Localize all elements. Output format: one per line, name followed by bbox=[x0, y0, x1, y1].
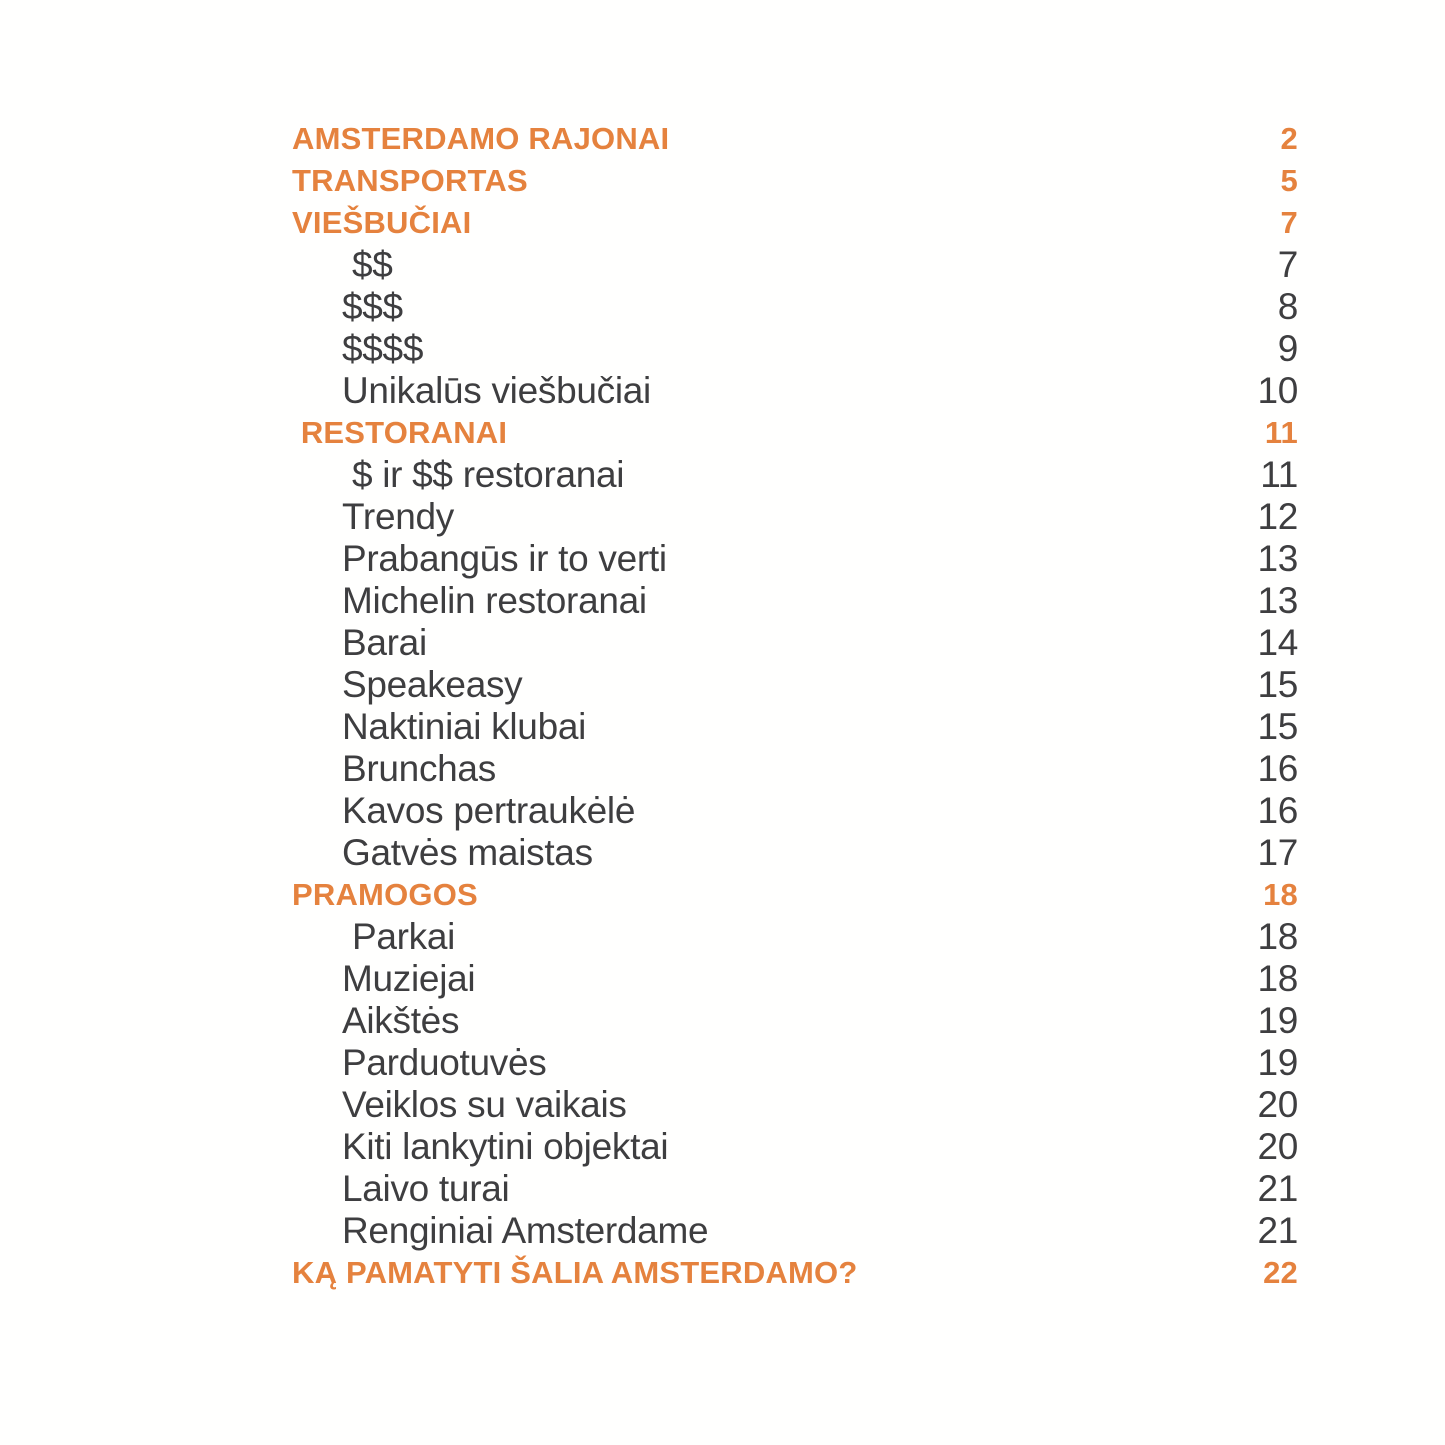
toc-entry-label: Kiti lankytini objektai bbox=[342, 1126, 669, 1167]
toc-entry-label: Kavos pertraukėlė bbox=[342, 790, 636, 831]
toc-entry[interactable] bbox=[292, 706, 1298, 748]
toc-entry[interactable] bbox=[292, 622, 1298, 664]
toc-entry-page-number: 13 bbox=[1257, 580, 1298, 621]
toc-entry[interactable] bbox=[292, 580, 1298, 622]
toc-entry-page-number: 21 bbox=[1257, 1168, 1298, 1209]
toc-entry-page-number: 9 bbox=[1277, 328, 1298, 369]
toc-entry-page-number: 10 bbox=[1257, 370, 1298, 411]
toc-entry-label: AMSTERDAMO RAJONAI bbox=[292, 121, 670, 156]
toc-entry-page-number: 21 bbox=[1257, 1210, 1298, 1251]
toc-entry-page-number: 20 bbox=[1257, 1084, 1298, 1125]
toc-entry[interactable] bbox=[292, 118, 1298, 160]
toc-entry[interactable] bbox=[292, 958, 1298, 1000]
toc-entry-page-number: 8 bbox=[1277, 286, 1298, 327]
toc-entry-page-number: 15 bbox=[1257, 706, 1298, 747]
toc-entry-page-number: 11 bbox=[1260, 454, 1298, 495]
toc-entry-label: $$$$ bbox=[342, 328, 424, 369]
toc-entry[interactable] bbox=[292, 1000, 1298, 1042]
toc-entry-page-number: 22 bbox=[1263, 1255, 1298, 1290]
toc-entry-page-number: 15 bbox=[1257, 664, 1298, 705]
toc-entry-page-number: 12 bbox=[1257, 496, 1298, 537]
toc-entry[interactable] bbox=[292, 790, 1298, 832]
toc-entry[interactable] bbox=[292, 1084, 1298, 1126]
toc-entry-label: $ ir $$ restoranai bbox=[342, 454, 625, 495]
toc-entry[interactable] bbox=[292, 202, 1298, 244]
toc-entry-label: Unikalūs viešbučiai bbox=[342, 370, 651, 411]
toc-entry-label: Prabangūs ir to verti bbox=[342, 538, 667, 579]
toc-entry-label: Naktiniai klubai bbox=[342, 706, 587, 747]
toc-entry-label: Muziejai bbox=[342, 958, 476, 999]
toc-entry-label: Barai bbox=[342, 622, 427, 663]
toc-entry-page-number: 5 bbox=[1280, 163, 1298, 198]
toc-entry-label: Parkai bbox=[342, 916, 456, 957]
toc-entry-page-number: 18 bbox=[1263, 877, 1298, 912]
toc-entry-label: $$ bbox=[342, 244, 393, 285]
toc-entry-label: Renginiai Amsterdame bbox=[342, 1210, 709, 1251]
toc-entry[interactable] bbox=[292, 370, 1298, 412]
table-of-contents bbox=[292, 118, 1298, 1294]
toc-entry-page-number: 2 bbox=[1280, 121, 1298, 156]
toc-entry[interactable] bbox=[292, 244, 1298, 286]
toc-entry-page-number: 18 bbox=[1257, 916, 1298, 957]
toc-entry-label: KĄ PAMATYTI ŠALIA AMSTERDAMO? bbox=[292, 1255, 858, 1290]
toc-entry[interactable] bbox=[292, 1210, 1298, 1252]
toc-entry-page-number: 7 bbox=[1280, 205, 1298, 240]
toc-entry-page-number: 13 bbox=[1257, 538, 1298, 579]
toc-entry-page-number: 11 bbox=[1264, 415, 1298, 450]
toc-entry-label: TRANSPORTAS bbox=[292, 163, 528, 198]
toc-entry-label: Gatvės maistas bbox=[342, 832, 593, 873]
toc-entry-page-number: 20 bbox=[1257, 1126, 1298, 1167]
toc-entry[interactable] bbox=[292, 1252, 1298, 1294]
toc-entry-page-number: 19 bbox=[1257, 1042, 1298, 1083]
toc-entry-page-number: 17 bbox=[1257, 832, 1298, 873]
toc-entry-label: VIEŠBUČIAI bbox=[292, 205, 472, 240]
toc-entry[interactable] bbox=[292, 328, 1298, 370]
toc-entry[interactable] bbox=[292, 160, 1298, 202]
toc-entry-label: Laivo turai bbox=[342, 1168, 510, 1209]
toc-entry[interactable] bbox=[292, 916, 1298, 958]
toc-entry-label: Parduotuvės bbox=[342, 1042, 547, 1083]
toc-entry[interactable] bbox=[292, 664, 1298, 706]
toc-entry-label: PRAMOGOS bbox=[292, 877, 478, 912]
toc-entry-label: $$$ bbox=[342, 286, 403, 327]
toc-entry[interactable] bbox=[292, 1126, 1298, 1168]
toc-entry[interactable] bbox=[292, 874, 1298, 916]
toc-entry[interactable] bbox=[292, 1168, 1298, 1210]
toc-entry[interactable] bbox=[292, 454, 1298, 496]
toc-entry-label: Trendy bbox=[342, 496, 454, 537]
toc-entry[interactable] bbox=[292, 748, 1298, 790]
toc-entry-label: Michelin restoranai bbox=[342, 580, 647, 621]
toc-entry-page-number: 14 bbox=[1257, 622, 1298, 663]
toc-entry-page-number: 19 bbox=[1257, 1000, 1298, 1041]
toc-entry[interactable] bbox=[292, 538, 1298, 580]
toc-entry-label: Brunchas bbox=[342, 748, 496, 789]
toc-entry-label: Aikštės bbox=[342, 1000, 460, 1041]
toc-entry-label: Veiklos su vaikais bbox=[342, 1084, 627, 1125]
toc-entry-page-number: 7 bbox=[1277, 244, 1298, 285]
toc-entry[interactable] bbox=[292, 412, 1298, 454]
toc-entry-page-number: 18 bbox=[1257, 958, 1298, 999]
toc-entry-page-number: 16 bbox=[1257, 748, 1298, 789]
toc-entry[interactable] bbox=[292, 286, 1298, 328]
toc-entry-label: Speakeasy bbox=[342, 664, 523, 705]
toc-entry-page-number: 16 bbox=[1257, 790, 1298, 831]
toc-entry[interactable] bbox=[292, 496, 1298, 538]
toc-entry[interactable] bbox=[292, 832, 1298, 874]
toc-entry-label: RESTORANAI bbox=[292, 415, 508, 450]
toc-entry[interactable] bbox=[292, 1042, 1298, 1084]
